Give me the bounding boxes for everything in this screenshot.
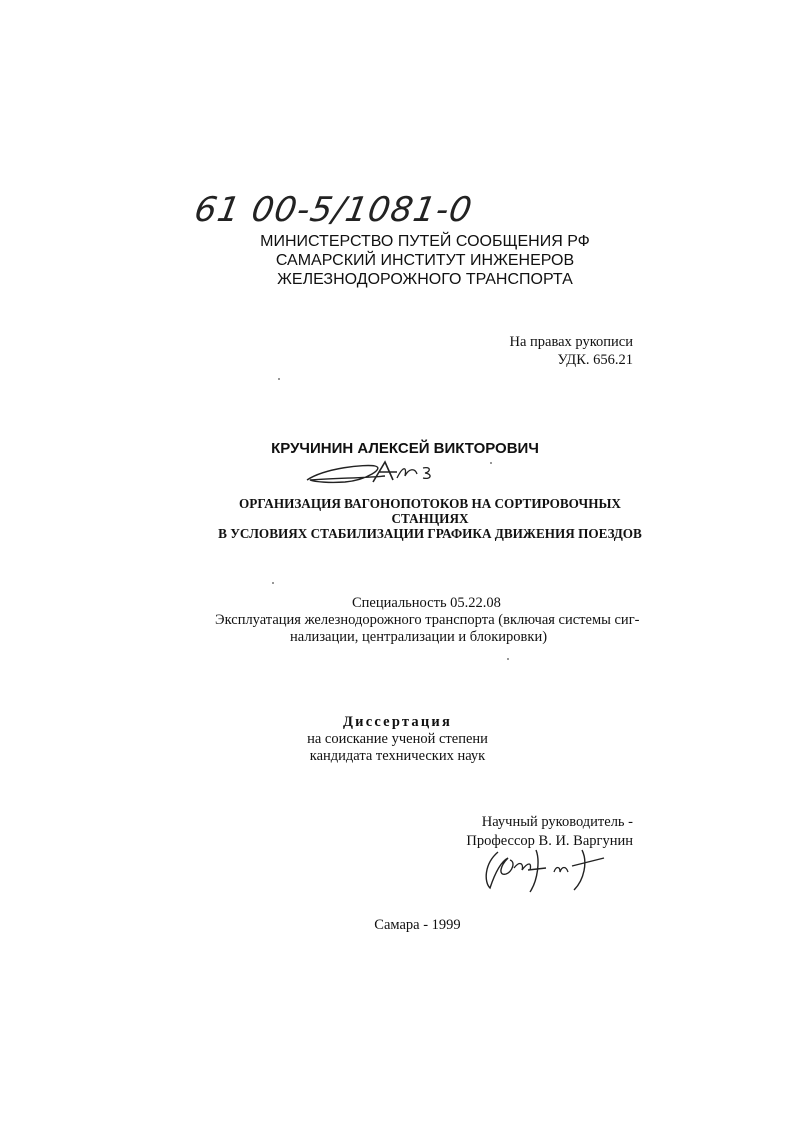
scan-speck bbox=[278, 378, 280, 380]
ministry-line-3: ЖЕЛЕЗНОДОРОЖНОГО ТРАНСПОРТА bbox=[277, 271, 573, 288]
author-signature bbox=[305, 458, 445, 488]
author-name: КРУЧИНИН АЛЕКСЕЙ ВИКТОРОВИЧ bbox=[271, 440, 539, 457]
ministry-header bbox=[200, 232, 650, 289]
title-line-1: ОРГАНИЗАЦИЯ ВАГОНОПОТОКОВ НА СОРТИРОВОЧНЫХ СТАНЦИЯХ bbox=[239, 496, 621, 526]
supervisor-signature bbox=[480, 846, 610, 896]
dissertation-heading: Диссертация bbox=[343, 714, 452, 730]
degree-line-1: на соискание ученой степени bbox=[307, 731, 488, 747]
specialty-code: Специальность 05.22.08 bbox=[352, 595, 501, 611]
archive-number-handwritten: 61 00-5/1081-0 bbox=[191, 190, 476, 230]
ministry-line-1: МИНИСТЕРСТВО ПУТЕЙ СООБЩЕНИЯ РФ bbox=[260, 233, 590, 250]
specialty-line-3: нализации, централизации и блокировки) bbox=[290, 629, 548, 645]
scan-speck bbox=[507, 658, 509, 660]
city-year: Самара - 1999 bbox=[374, 917, 461, 933]
manuscript-rights-block bbox=[509, 333, 633, 369]
title-line-2: В УСЛОВИЯХ СТАБИЛИЗАЦИИ ГРАФИКА ДВИЖЕНИЯ ПОЕЗДОВ bbox=[218, 526, 642, 541]
udk-code: УДК. 656.21 bbox=[557, 352, 633, 368]
dissertation-degree bbox=[0, 731, 795, 765]
degree-line-2: кандидата технических наук bbox=[309, 748, 486, 764]
dissertation-title bbox=[210, 496, 650, 541]
specialty-line-2: Эксплуатация железнодорожного транспорта (включая системы сиг- bbox=[215, 612, 640, 628]
scan-speck bbox=[272, 582, 274, 584]
manuscript-rights-label: На правах рукописи bbox=[509, 334, 633, 350]
supervisor-name: Профессор В. И. Варгунин bbox=[466, 833, 633, 849]
scan-speck bbox=[490, 462, 492, 464]
ministry-line-2: САМАРСКИЙ ИНСТИТУТ ИНЖЕНЕРОВ bbox=[275, 252, 575, 269]
supervisor-role: Научный руководитель - bbox=[481, 814, 633, 830]
